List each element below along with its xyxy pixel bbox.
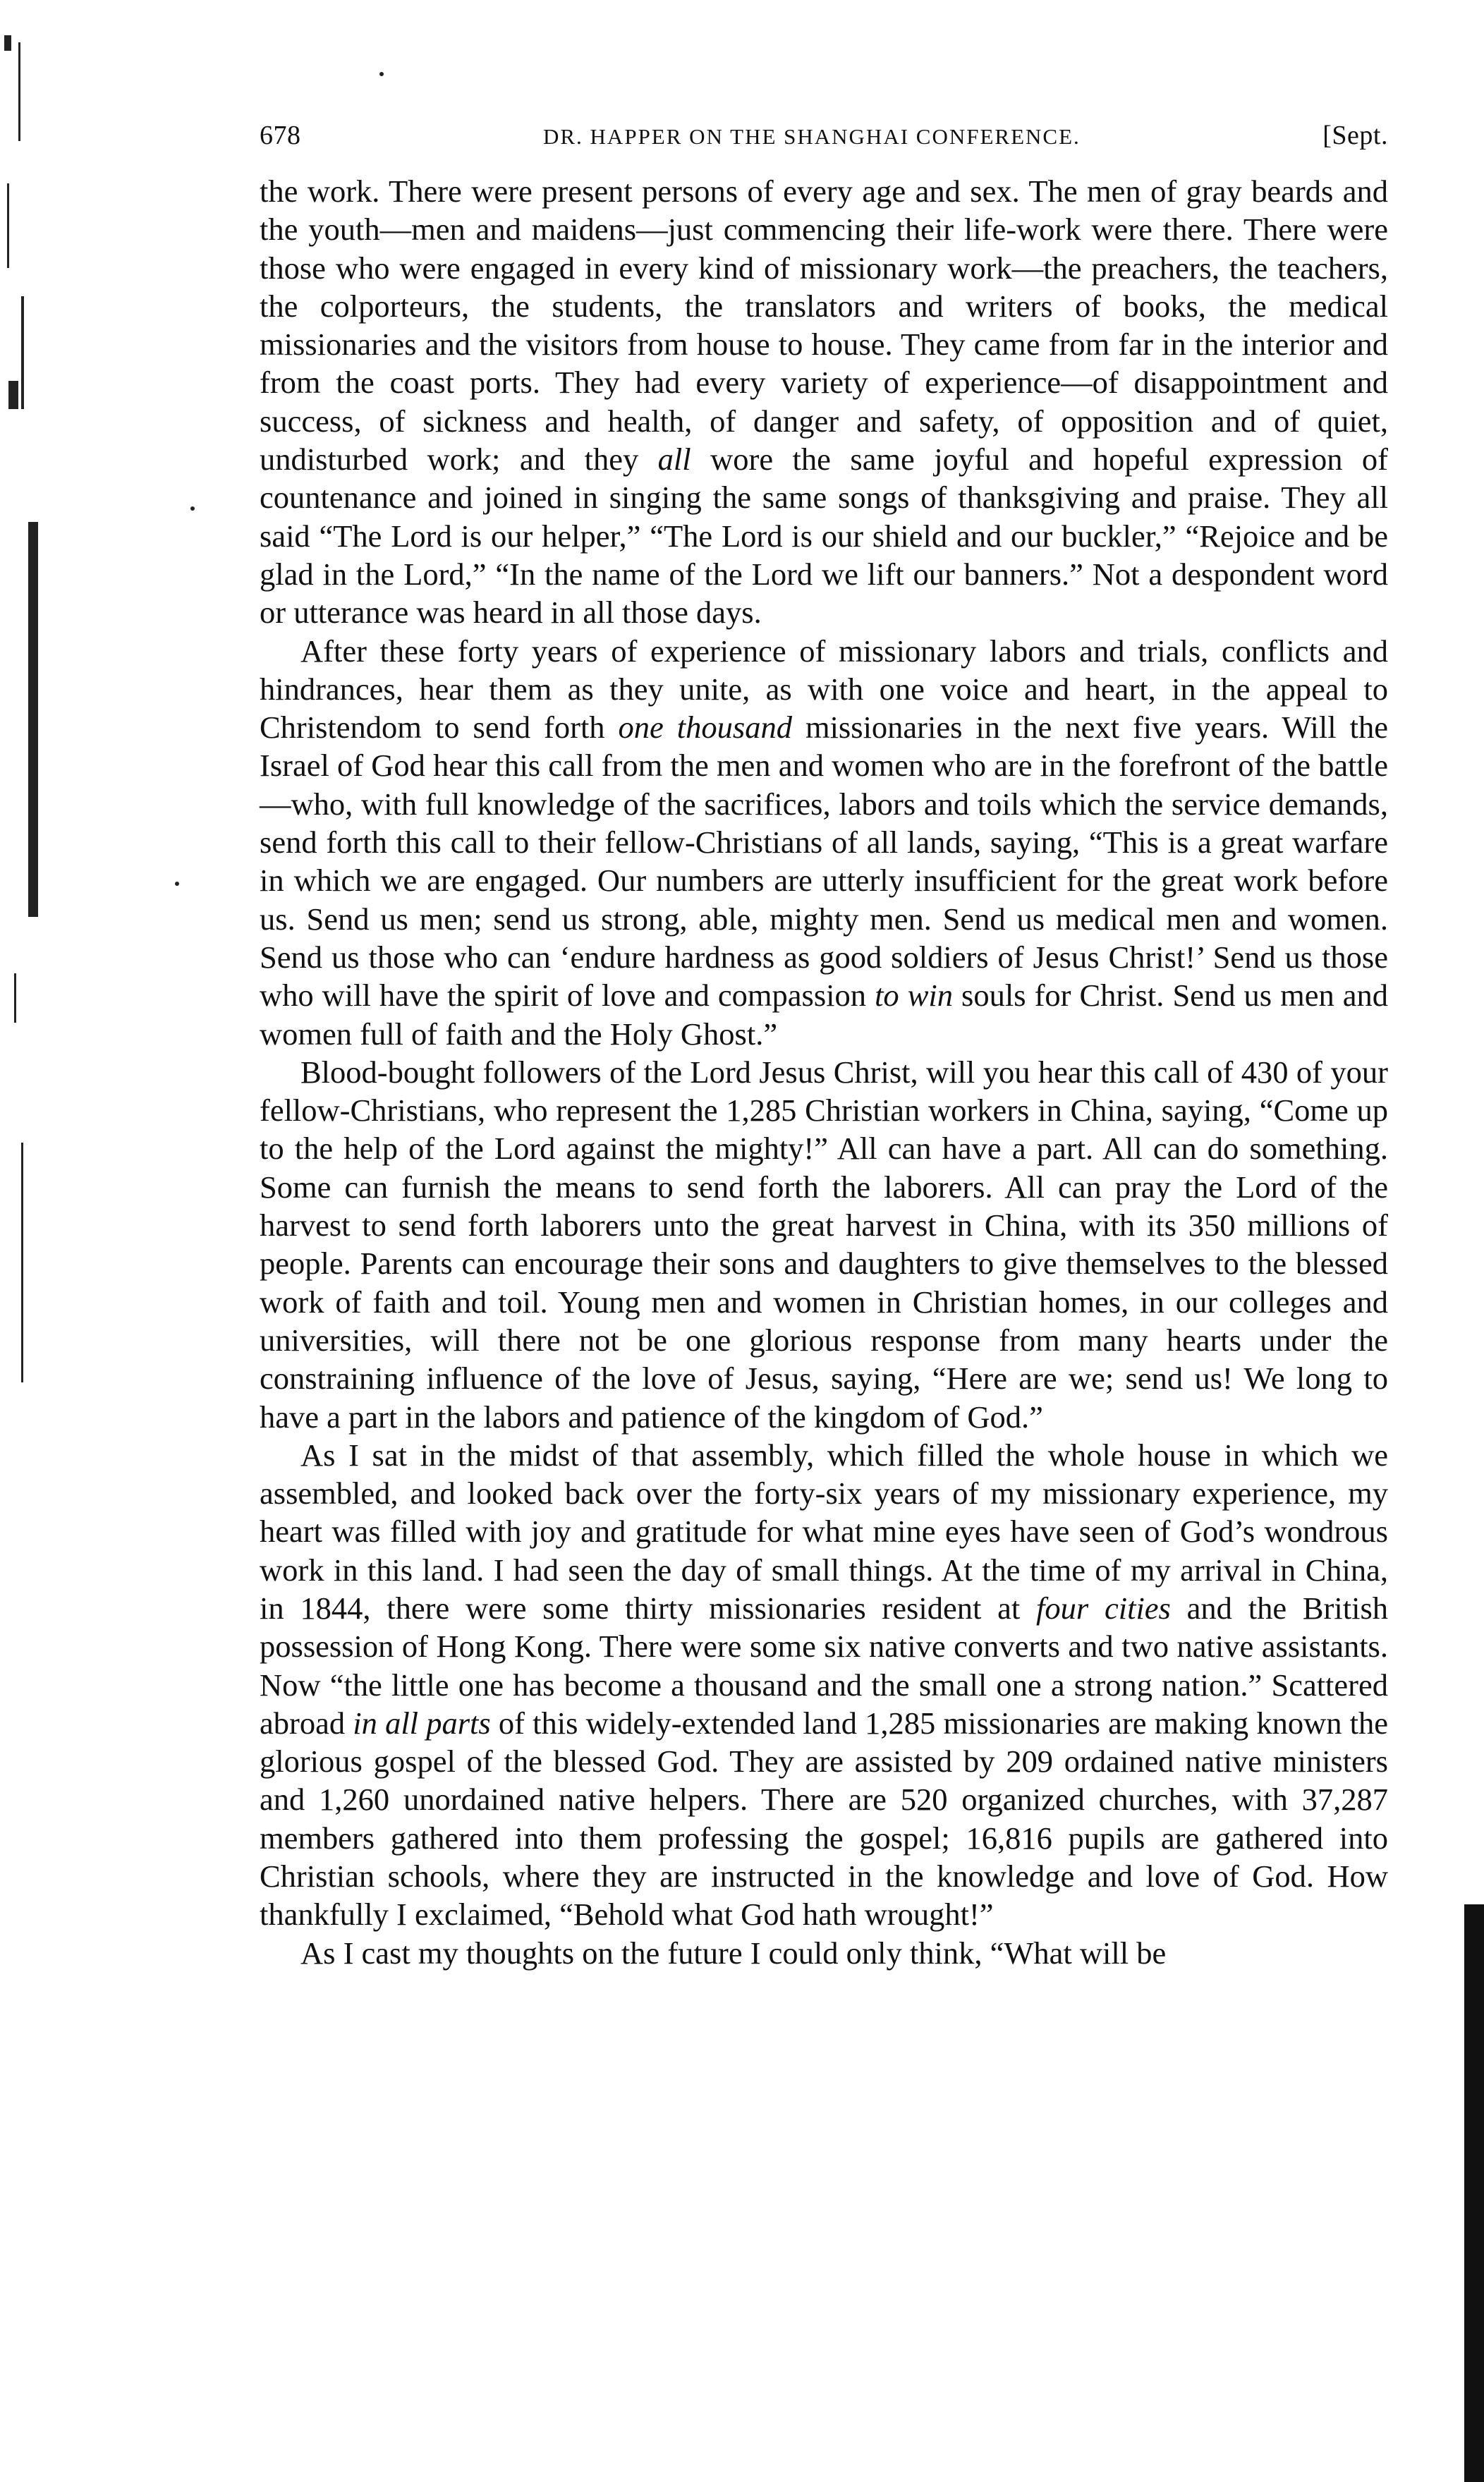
paragraph [260, 1934, 1388, 1972]
paragraph [260, 1436, 1388, 1934]
text-run: of this widely-extended land 1,285 missionaries are making known the glorious gospel of the blessed God. They are assisted by 209 ordained native ministers and 1,260 unordained native helpers. There are 520 organized churches, with 37,287 members gathered into them professing the gospel; 16,816 pupils are gathered into Christian schools, where they are instructed in the knowledge and love of God. How thankfully I exclaimed, “Behold what God hath wrought!” [260, 1705, 1389, 1933]
scan-speck [175, 882, 179, 886]
text-run: Blood-bought followers of the Lord Jesus Christ, will you hear this call of 430 of your fellow-Christians, who represent the 1,285 Christian workers in China, saying, “Come up to the help of the Lord against the mighty!” All can have a part. All can do something. Some can furnish the means to send forth the laborers. All can pray the Lord of the harvest to send forth laborers unto the great harvest in China, with its 350 millions of people. Parents can encourage their sons and daughters to give themselves to the blessed work of faith and toil. Young men and women in Christian homes, in our colleges and universities, will there not be one glorious response from many hearts under the constraining influence of the love of Jesus, saying, “Here are we; send us! We long to have a part in the labors and patience of the kingdom of God.” [260, 1054, 1388, 1435]
scan-mark [21, 296, 24, 409]
italic-text: in all parts [353, 1705, 491, 1741]
scan-mark [18, 42, 20, 141]
scan-mark [7, 183, 9, 268]
text-run: As I cast my thoughts on the future I could only think, “What will be [300, 1935, 1167, 1971]
scan-speck [190, 506, 195, 511]
scan-mark [8, 381, 18, 409]
scan-mark [14, 973, 16, 1023]
scan-margin-left [0, 0, 42, 1411]
page-number: 678 [260, 121, 301, 150]
text-run: souls for Christ. Send us men and women full of faith and the Holy Ghost.” [260, 978, 1388, 1052]
paragraph [260, 172, 1388, 632]
scan-margin-right [1464, 1904, 1484, 2482]
scan-mark [4, 35, 11, 51]
scan-speck [379, 72, 384, 76]
scan-mark [21, 1143, 23, 1382]
paragraph [260, 632, 1388, 1053]
running-head [260, 120, 1388, 151]
text-run: As I sat in the midst of that assembly, which filled the whole house in which we assembled, and looked back over the forty-six years of my missionary experience, my heart was filled with joy and gratitude for what mine eyes have seen of God’s wondrous work in this land. I had seen the day of small things. At the time of my arrival in China, in 1844, there were some thirty missionaries resident at [260, 1437, 1388, 1626]
italic-text: one thousand [618, 710, 792, 746]
text-run: missionaries in the next five years. Will the Israel of God hear this call from the men and women who are in the forefront of the battle—who, with full knowledge of the sacrifices, labors and toils which the service demands, send forth this call to their fellow-Christians of all lands, saying, “This is a great warfare in which we are engaged. Our numbers are utterly insufficient for the great work before us. Send us men; send us strong, able, mighty men. Send us medical men and women. Send us those who can ‘endure hardness as good soldiers of Jesus Christ!’ Send us those who will have the spirit of love and compassion [260, 710, 1389, 1014]
section-date: [Sept. [1322, 121, 1388, 150]
running-title: DR. HAPPER ON THE SHANGHAI CONFERENCE. [542, 124, 1081, 149]
italic-text: four cities [1036, 1590, 1171, 1626]
book-page [260, 120, 1388, 1972]
text-run: wore the same joyful and hopeful expression of countenance and joined in singing the same songs of thanksgiving and praise. They all said “The Lord is our helper,” “The Lord is our shield and our buckler,” “Rejoice and be glad in the Lord,” “In the name of the Lord we lift our banners.” Not a despondent word or utterance was heard in all those days. [260, 442, 1388, 631]
text-run: the work. There were present persons of every age and sex. The men of gray beards and the youth—men and maidens—just commencing their life-work were there. There were those who were engaged in every kind of missionary work—the preachers, the teachers, the colporteurs, the students, the translators and writers of books, the medical missionaries and the visitors from house to house. They came from far in the interior and from the coast ports. They had every variety of experience—of disappointment and success, of sickness and health, of danger and safety, of opposition and of quiet, undisturbed work; and they [260, 174, 1388, 477]
text-run: and the British possession of Hong Kong. There were some six native converts and two native assistants. Now “the little one has become a thousand and the small one a strong nation.” Scattered abroad [260, 1590, 1389, 1741]
scan-mark [28, 522, 38, 917]
italic-text: all [657, 442, 691, 477]
paragraph [260, 1053, 1388, 1436]
italic-text: to win [875, 978, 954, 1014]
body-text [260, 172, 1388, 1972]
text-run: After these forty years of experience of missionary labors and trials, conflicts and hindrances, hear them as they unite, as with one voice and heart, in the appeal to Christendom to send forth [260, 633, 1388, 746]
